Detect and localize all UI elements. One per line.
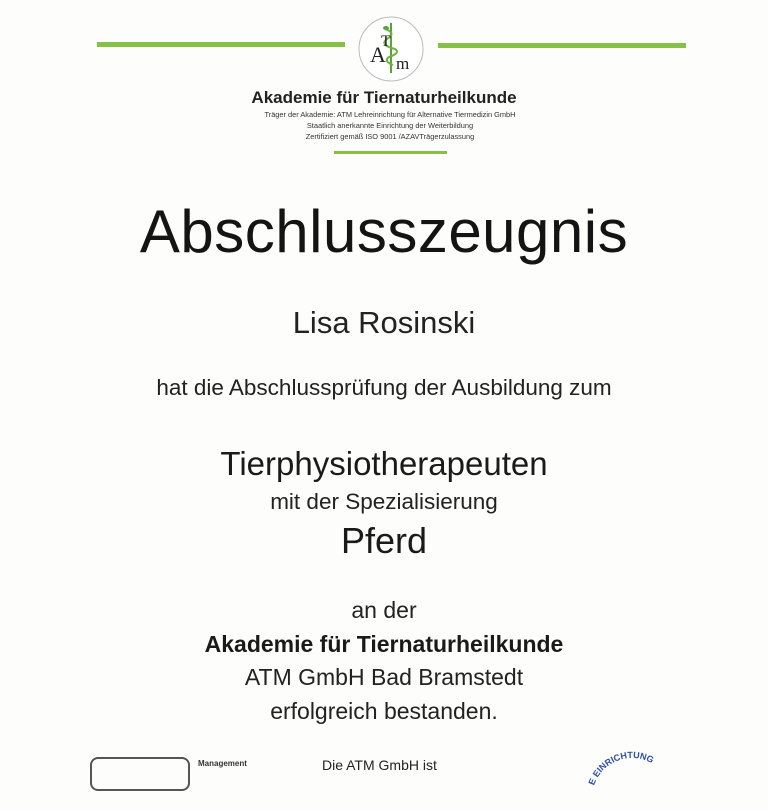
specialization-label: mit der Spezialisierung xyxy=(270,489,498,514)
recipient-name: Lisa Rosinski xyxy=(292,305,476,340)
institution-name: Akademie für Tiernaturheilkunde xyxy=(204,631,564,657)
certification-badge xyxy=(90,757,190,791)
header-sub-line-3: Zertifiziert gemäß ISO 9001 /AZAVTrägerzulassung xyxy=(305,132,475,141)
svg-text:m: m xyxy=(396,54,410,73)
svg-text:T: T xyxy=(381,33,391,50)
management-label: Management xyxy=(198,759,247,768)
institution-location: ATM GmbH Bad Bramstedt xyxy=(244,664,524,690)
svg-text:E EINRICHTUNG: E EINRICHTUNG xyxy=(586,750,656,787)
academy-name: Akademie für Tiernaturheilkunde xyxy=(251,88,517,107)
result-text: erfolgreich bestanden. xyxy=(270,698,498,724)
profession: Tierphysiotherapeuten xyxy=(220,445,548,482)
specialization: Pferd xyxy=(340,520,428,561)
institution-seal-icon xyxy=(584,750,680,810)
header-rule-left xyxy=(97,42,345,47)
header-rule-right xyxy=(438,43,686,48)
header-sub-line-1: Träger der Akademie: ATM Lehreinrichtung für Alternative Tiermedizin GmbH xyxy=(264,110,516,119)
certificate-title: Abschlusszeugnis xyxy=(139,198,629,265)
at-the-text: an der xyxy=(351,597,417,623)
header-small-rule xyxy=(334,151,447,154)
footer-atm-text: Die ATM GmbH ist xyxy=(322,757,437,773)
svg-text:A: A xyxy=(370,42,386,67)
atm-logo-icon xyxy=(357,15,425,83)
statement-text: hat die Abschlussprüfung der Ausbildung zum xyxy=(156,375,612,400)
header-sub-line-2: Staatlich anerkannte Einrichtung der Weiterbildung xyxy=(306,121,474,130)
